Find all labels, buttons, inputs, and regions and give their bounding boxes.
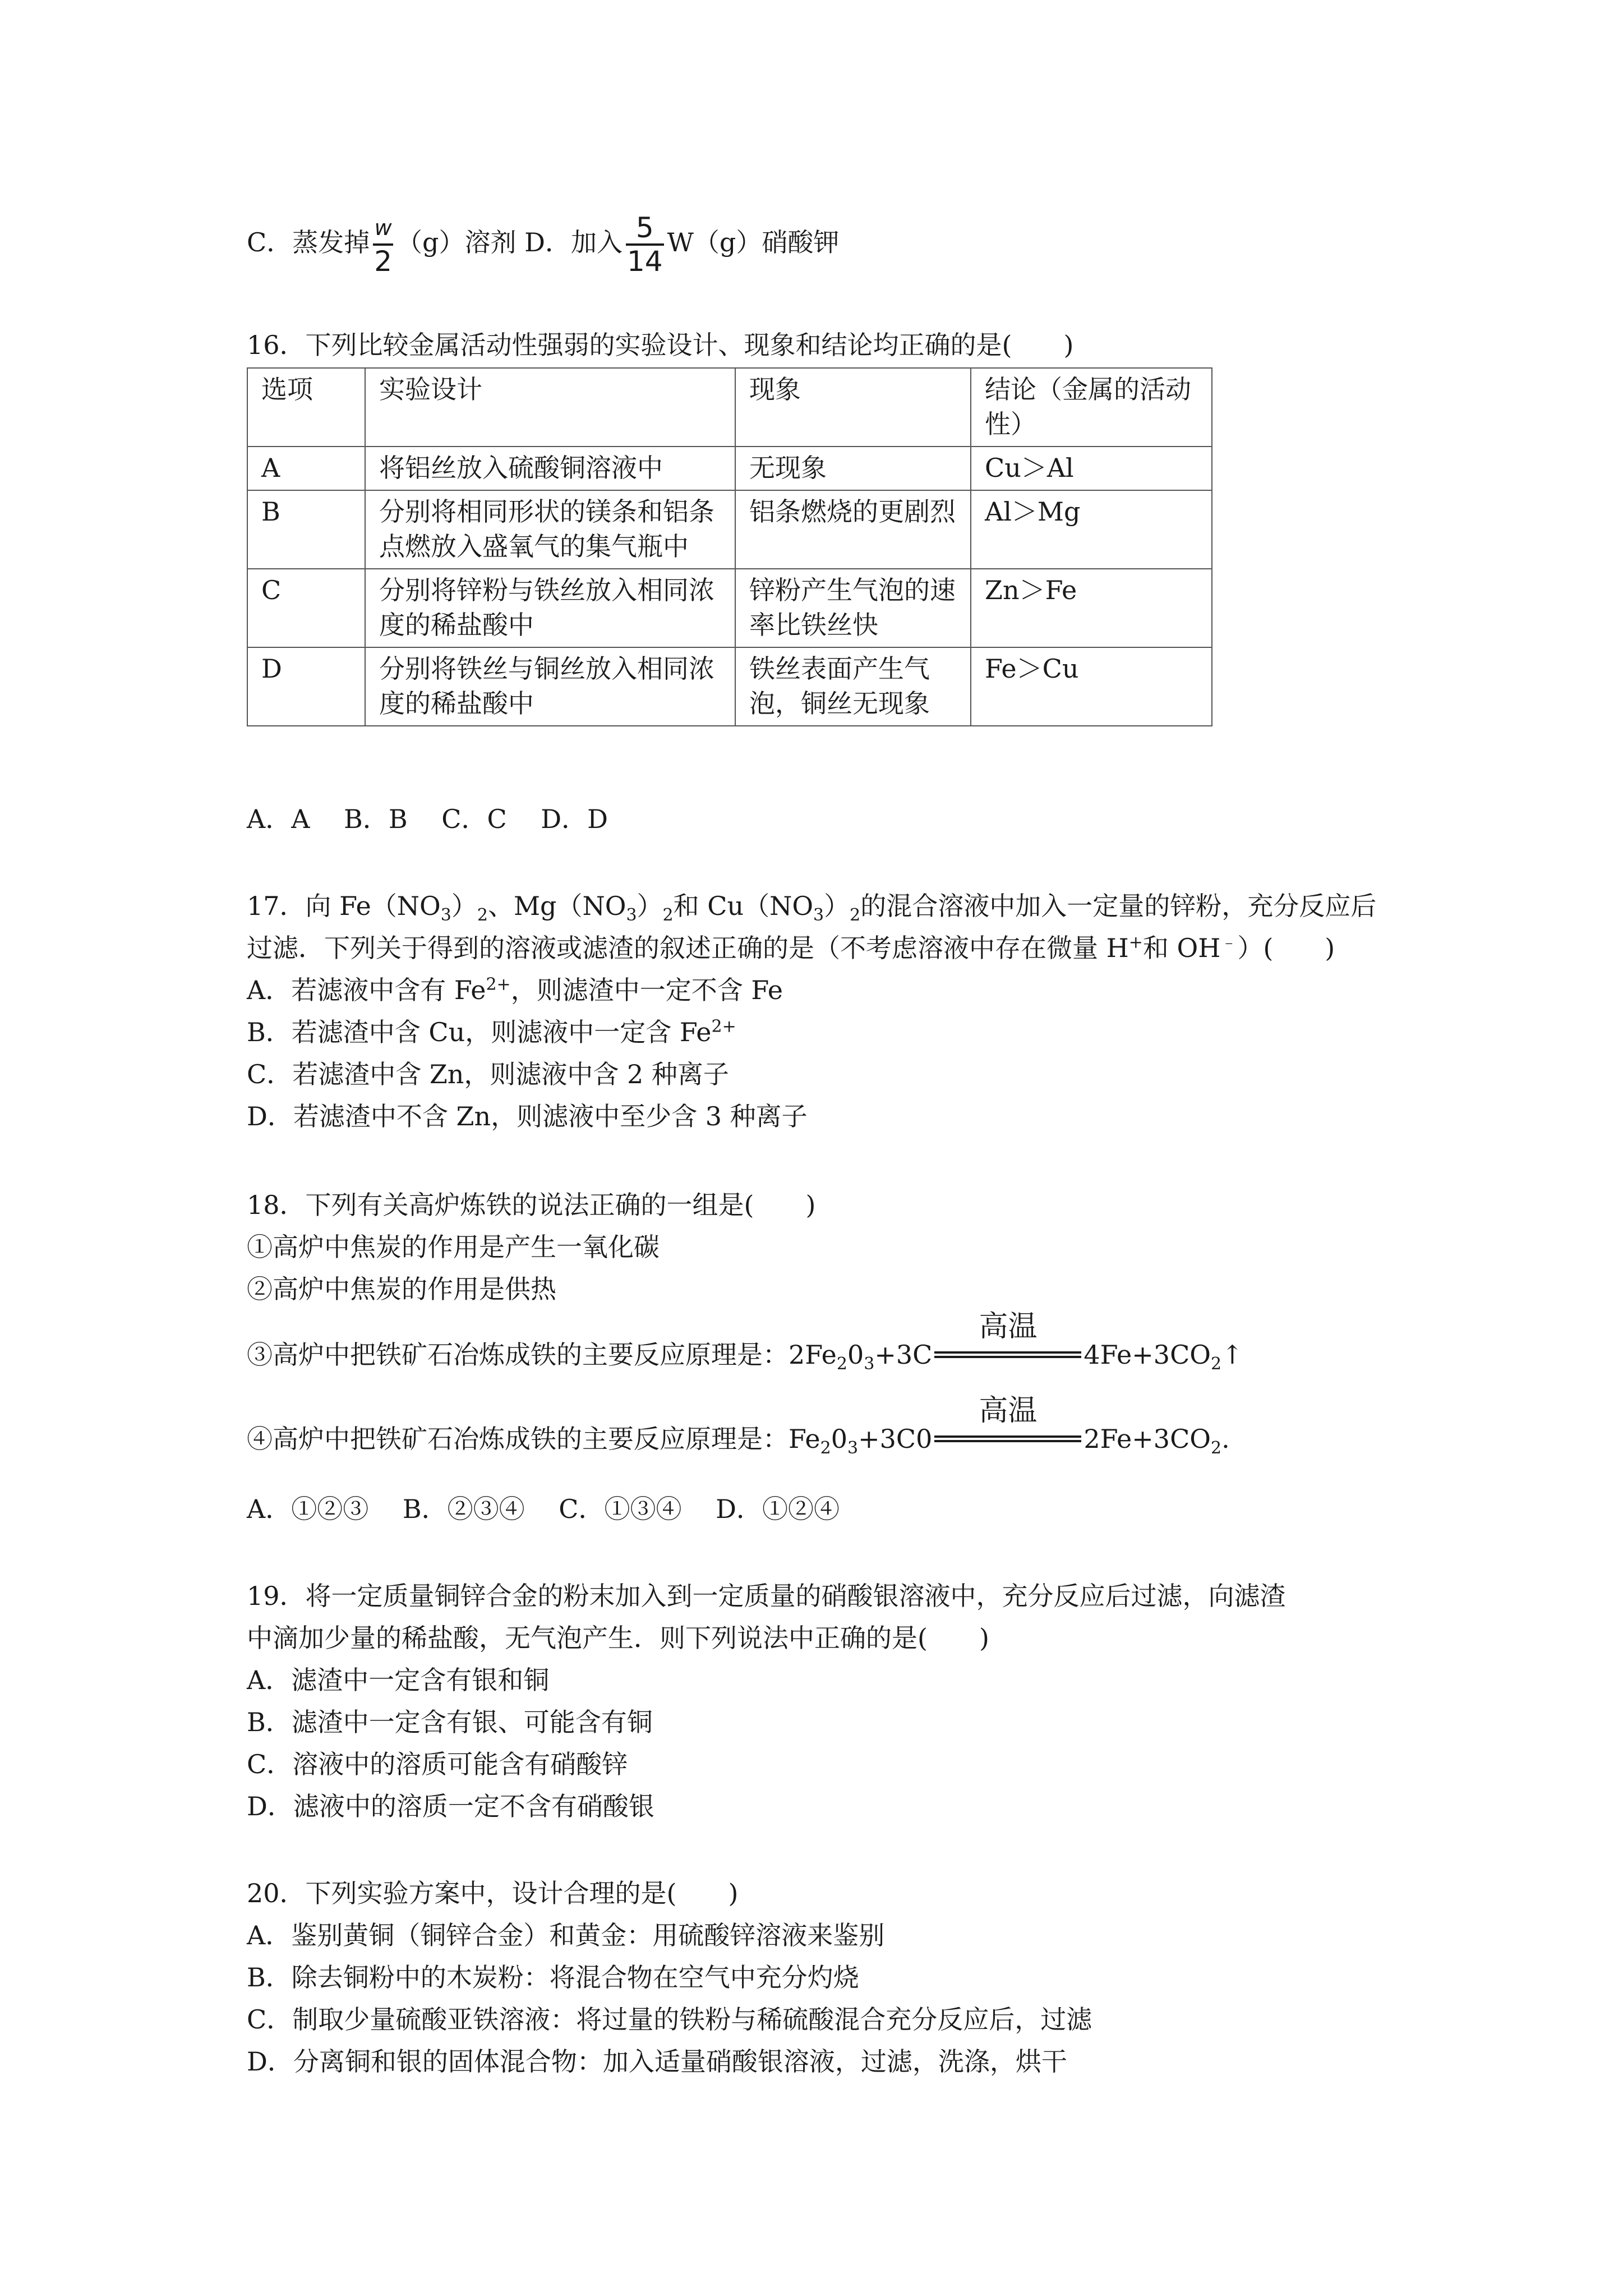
cell-phenomenon: 铝条燃烧的更剧烈 <box>735 490 971 569</box>
q18-statement-1: ①高炉中焦炭的作用是产生一氧化碳 <box>247 1232 660 1262</box>
cell-design: 分别将相同形状的镁条和铝条点燃放入盛氧气的集气瓶中 <box>365 490 735 569</box>
subscript: 2 <box>1210 1354 1222 1374</box>
q19-option-b: B．滤渣中一定含有银、可能含有铜 <box>247 1707 653 1737</box>
q19-option-d: D．滤液中的溶质一定不含有硝酸银 <box>247 1791 654 1821</box>
text-run: ） <box>637 891 663 921</box>
text-run: 0 <box>831 1424 847 1454</box>
superscript: ﹣ <box>1220 932 1238 953</box>
text-run: . <box>1221 1424 1230 1454</box>
text-run: B．若滤渣中含 Cu，则滤液中一定含 Fe <box>247 1017 712 1047</box>
q18-options: A．①②③ B．②③④ C．①③④ D．①②④ <box>247 1494 840 1524</box>
q18-statement-2: ②高炉中焦炭的作用是供热 <box>247 1274 556 1304</box>
q19-option-a: A．滤渣中一定含有银和铜 <box>247 1665 550 1695</box>
q16-stem: 16．下列比较金属活动性强弱的实验设计、现象和结论均正确的是( ) <box>247 330 1074 360</box>
q17-option-b <box>247 1015 736 1049</box>
subscript: 3 <box>864 1354 875 1374</box>
cell-option: A <box>247 447 365 490</box>
text-run: ④高炉中把铁矿石冶炼成铁的主要反应原理是：Fe <box>247 1424 820 1454</box>
q20-stem: 20．下列实验方案中，设计合理的是( ) <box>247 1878 739 1908</box>
fraction-denominator: 14 <box>626 245 663 278</box>
text-run: 4Fe+3CO <box>1083 1340 1211 1370</box>
table-row <box>247 647 1212 726</box>
cell-phenomenon: 锌粉产生气泡的速率比铁丝快 <box>735 569 971 647</box>
superscript: + <box>1128 932 1143 953</box>
header-design: 实验设计 <box>365 368 735 447</box>
cell-option: D <box>247 647 365 726</box>
q18-stem: 18．下列有关高炉炼铁的说法正确的一组是( ) <box>247 1190 816 1220</box>
q17-option-c: C．若滤渣中含 Zn，则滤液中含 2 种离子 <box>247 1059 729 1089</box>
header-option: 选项 <box>247 368 365 447</box>
text-run: A．若滤液中含有 Fe <box>247 975 486 1005</box>
text-run: +3C <box>874 1340 933 1370</box>
q16-table <box>247 367 1212 726</box>
cell-conclusion: Zn＞Fe <box>971 569 1212 647</box>
header-conclusion: 结论（金属的活动性） <box>971 368 1212 447</box>
q19-stem-line-2: 中滴加少量的稀盐酸，无气泡产生．则下列说法中正确的是( ) <box>247 1623 989 1653</box>
q18-statement-4 <box>247 1394 1230 1458</box>
q19-stem-line-1: 19．将一定质量铜锌合金的粉末加入到一定质量的硝酸银溶液中，充分反应后过滤，向滤渣 <box>247 1581 1286 1611</box>
q17-stem-line-1 <box>247 889 1377 926</box>
cell-option: C <box>247 569 365 647</box>
subscript: 2 <box>662 905 674 926</box>
superscript: 2+ <box>711 1016 736 1037</box>
text-run: 的混合溶液中加入一定量的锌粉，充分反应后 <box>860 891 1377 921</box>
q20-option-c: C．制取少量硫酸亚铁溶液：将过量的铁粉与稀硫酸混合充分反应后，过滤 <box>247 2004 1092 2035</box>
q20-option-b: B．除去铜粉中的木炭粉：将混合物在空气中充分灼烧 <box>247 1962 859 1993</box>
superscript: 2+ <box>486 974 511 995</box>
cell-phenomenon: 铁丝表面产生气泡，铜丝无现象 <box>735 647 971 726</box>
reaction-condition-sign <box>932 1394 1083 1456</box>
text-run: 17．向 Fe（NO <box>247 891 441 921</box>
condition-label: 高温 <box>979 1310 1038 1343</box>
cell-design: 将铝丝放入硫酸铜溶液中 <box>365 447 735 490</box>
fraction-w-over-2 <box>373 212 393 277</box>
subscript: 2 <box>1210 1438 1222 1458</box>
double-line-sign <box>934 1351 1081 1358</box>
q20-option-d: D．分离铜和银的固体混合物：加入适量硝酸银溶液，过滤，洗涤，烘干 <box>247 2046 1067 2077</box>
text-run: ） <box>824 891 850 921</box>
subscript: 3 <box>626 905 637 926</box>
text-run: +3C0 <box>858 1424 933 1454</box>
q20-option-a: A．鉴别黄铜（铜锌合金）和黄金：用硫酸锌溶液来鉴别 <box>247 1920 885 1950</box>
subscript: 2 <box>477 905 488 926</box>
table-row <box>247 490 1212 569</box>
text-run: 和 Cu（NO <box>673 891 814 921</box>
q17-option-d: D．若滤渣中不含 Zn，则滤液中至少含 3 种离子 <box>247 1101 808 1131</box>
text-run: 过滤．下列关于得到的溶液或滤渣的叙述正确的是（不考虑溶液中存在微量 H <box>247 933 1129 963</box>
subscript: 3 <box>847 1438 859 1458</box>
table-row <box>247 569 1212 647</box>
q15-options-line <box>247 212 839 277</box>
fraction-numerator: w <box>373 212 393 246</box>
subscript: 2 <box>820 1438 831 1458</box>
table-header-row <box>247 368 1212 447</box>
double-line-sign <box>934 1435 1081 1442</box>
text-run: 和 OH <box>1142 933 1221 963</box>
q16-options: A．A B．B C．C D．D <box>247 804 608 834</box>
q17-option-a <box>247 973 783 1007</box>
q15-option-c-suffix: （g）溶剂 D．加入 <box>396 227 623 257</box>
subscript: 3 <box>813 905 824 926</box>
fraction-denominator: 2 <box>374 245 393 278</box>
condition-label: 高温 <box>979 1394 1038 1428</box>
q17-stem-line-2 <box>247 931 1335 965</box>
text-run: ③高炉中把铁矿石冶炼成铁的主要反应原理是：2Fe <box>247 1340 837 1370</box>
cell-design: 分别将铁丝与铜丝放入相同浓度的稀盐酸中 <box>365 647 735 726</box>
q15-option-c-prefix: C．蒸发掉 <box>247 227 370 257</box>
q15-option-d-suffix: W（g）硝酸钾 <box>667 227 840 257</box>
text-run: 2Fe+3CO <box>1083 1424 1211 1454</box>
q19-option-c: C．溶液中的溶质可能含有硝酸锌 <box>247 1749 628 1779</box>
gas-arrow-icon: ↑ <box>1221 1340 1243 1370</box>
cell-phenomenon: 无现象 <box>735 447 971 490</box>
table-row <box>247 447 1212 490</box>
text-run: 0 <box>847 1340 864 1370</box>
cell-conclusion: Al＞Mg <box>971 490 1212 569</box>
fraction-5-over-14 <box>626 212 664 277</box>
cell-option: B <box>247 490 365 569</box>
subscript: 2 <box>850 905 861 926</box>
text-run: ）( ) <box>1237 933 1335 963</box>
cell-design: 分别将锌粉与铁丝放入相同浓度的稀盐酸中 <box>365 569 735 647</box>
text-run: 、Mg（NO <box>487 891 626 921</box>
cell-conclusion: Cu＞Al <box>971 447 1212 490</box>
reaction-condition-sign <box>932 1310 1083 1372</box>
subscript: 2 <box>836 1354 847 1374</box>
cell-conclusion: Fe＞Cu <box>971 647 1212 726</box>
text-run: ，则滤渣中一定不含 Fe <box>510 975 783 1005</box>
header-phenomenon: 现象 <box>735 368 971 447</box>
subscript: 3 <box>440 905 451 926</box>
text-run: ） <box>451 891 477 921</box>
q18-statement-3 <box>247 1310 1243 1374</box>
fraction-numerator: 5 <box>626 212 664 246</box>
